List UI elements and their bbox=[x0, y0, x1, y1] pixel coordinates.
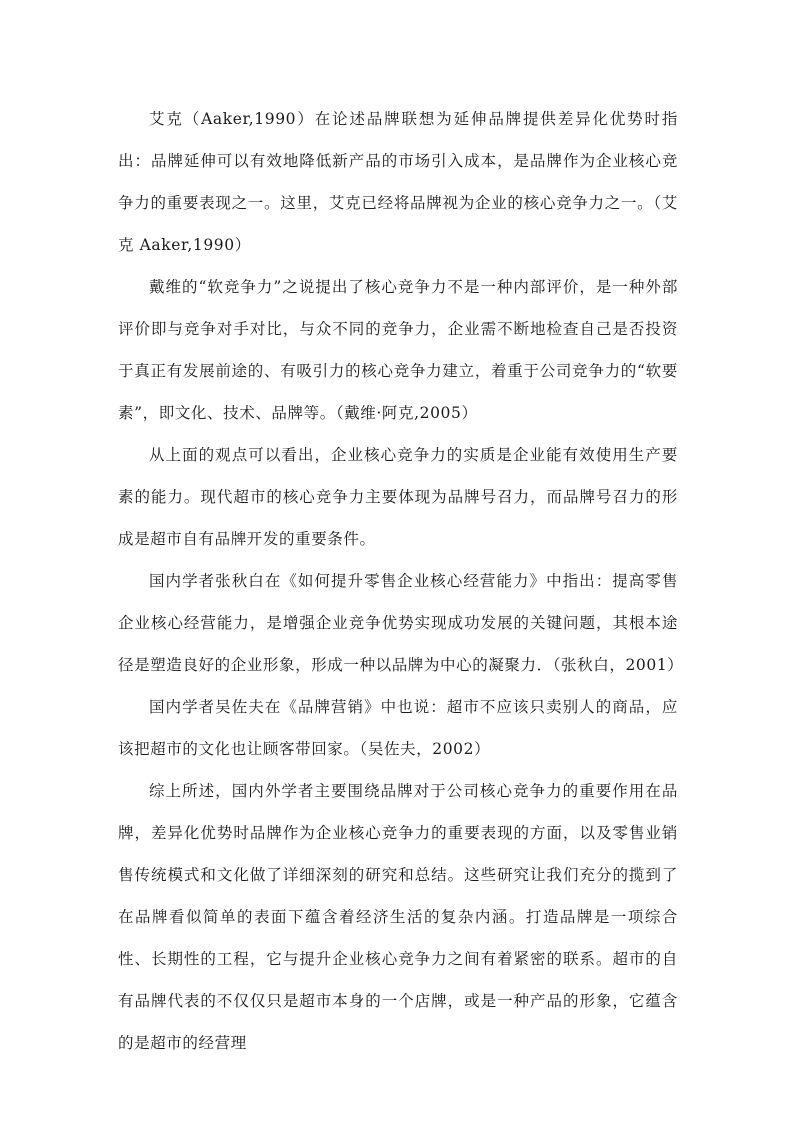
paragraph-summary: 综上所述，国内外学者主要围绕品牌对于公司核心竞争力的重要作用在品牌，差异化优势时品牌作为企业核心竞争力的重要表现的方面，以及零售业销售传统模式和文化做了详细深刻的研究和总结。这些研究让我们充分的揽到了在品牌看似简单的表面下蕴含着经济生活的复杂内涵。打造品牌是一项综合性、长期性的工程，它与提升企业核心竞争力之间有着紧密的联系。超市的自有品牌代表的不仅仅只是超市本身的一个店牌，或是一种产品的形象，它蕴含的是超市的经营理 bbox=[118, 782, 678, 1052]
paragraph-zhang-qiubai: 国内学者张秋白在《如何提升零售企业核心经营能力》中指出：提高零售企业核心经营能力，是增强企业竞争优势实现成功发展的关键问题，其根本途径是塑造良好的企业形象，形成一种以品牌为中心的凝聚力．（张秋白，2001） bbox=[118, 572, 684, 674]
paragraph-aaker: 艾克（Aaker,1990）在论述品牌联想为延伸品牌提供差异化优势时指出：品牌延伸可以有效地降低新产品的市场引入成本，是品牌作为企业核心竞争力的重要表现之一。这里，艾克已经将品牌视为企业的核心竞争力之一。（艾克 Aaker,1990） bbox=[118, 110, 678, 254]
paragraph-core-competence: 从上面的观点可以看出，企业核心竞争力的实质是企业能有效使用生产要素的能力。现代超市的核心竞争力主要体现为品牌号召力，而品牌号召力的形成是超市自有品牌开发的重要条件。 bbox=[118, 446, 678, 548]
paragraph-wu-zuofu: 国内学者吴佐夫在《品牌营销》中也说：超市不应该只卖别人的商品，应该把超市的文化也让顾客带回家。（吴佐夫，2002） bbox=[118, 698, 678, 758]
body-text bbox=[118, 98, 684, 1064]
paragraph-david: 戴维的“软竞争力”之说提出了核心竞争力不是一种内部评价，是一种外部评价即与竞争对手对比，与众不同的竞争力，企业需不断地检查自己是否投资于真正有发展前途的、有吸引力的核心竞争力建立，着重于公司竞争力的“软要素”，即文化、技术、品牌等。（戴维·阿克,2005） bbox=[118, 278, 678, 422]
